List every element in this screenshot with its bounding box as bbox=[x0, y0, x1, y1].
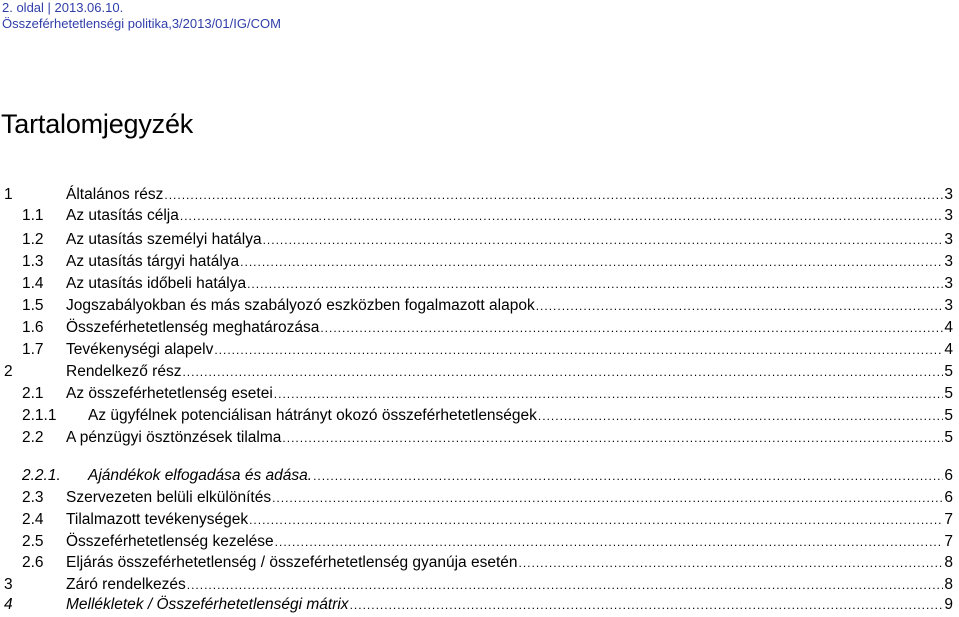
toc-entry[interactable] bbox=[0, 532, 959, 552]
toc-entry-page: 8 bbox=[944, 576, 953, 593]
toc-entry[interactable] bbox=[0, 296, 959, 316]
toc-entry-label: Az utasítás célja bbox=[66, 207, 179, 224]
toc-entry[interactable] bbox=[0, 428, 959, 448]
toc-leader-dots bbox=[263, 230, 944, 250]
toc-entry-page: 3 bbox=[944, 207, 953, 224]
toc-entry-number: 1.5 bbox=[22, 297, 44, 314]
toc-entry[interactable] bbox=[0, 466, 959, 486]
toc-entry[interactable] bbox=[0, 252, 959, 272]
toc-leader-dots bbox=[187, 575, 944, 595]
toc-leader-dots bbox=[180, 206, 944, 226]
toc-leader-dots bbox=[247, 274, 943, 294]
toc-entry-label: Jogszabályokban és más szabályozó eszközben fogalmazott alapok bbox=[66, 297, 535, 314]
toc-leader-dots bbox=[536, 296, 944, 316]
toc-entry-label: Záró rendelkezés bbox=[66, 576, 186, 593]
toc-entry-page: 5 bbox=[944, 363, 953, 380]
toc-entry-label: Ajándékok elfogadása és adása. bbox=[88, 467, 313, 484]
toc-entry-page: 8 bbox=[944, 554, 953, 571]
toc-entry[interactable] bbox=[0, 318, 959, 338]
toc-entry-label: Tilalmazott tevékenységek bbox=[66, 511, 249, 528]
toc-entry-number: 4 bbox=[4, 596, 13, 613]
toc-entry[interactable] bbox=[0, 230, 959, 250]
toc-leader-dots bbox=[164, 185, 943, 205]
toc-entry-number: 1.7 bbox=[22, 341, 44, 358]
toc-entry-label: Az utasítás tárgyi hatálya bbox=[66, 253, 240, 270]
toc-leader-dots bbox=[240, 252, 943, 272]
toc-entry-number: 1.1 bbox=[22, 207, 44, 224]
toc-entry-label: Mellékletek / Összeférhetetlenségi mátrix bbox=[66, 596, 349, 613]
toc-entry-page: 6 bbox=[944, 467, 953, 484]
toc-entry-page: 3 bbox=[944, 186, 953, 203]
toc-entry-number: 2.3 bbox=[22, 489, 44, 506]
toc-entry-number: 1.2 bbox=[22, 231, 44, 248]
toc-leader-dots bbox=[350, 595, 944, 615]
toc-entry-page: 7 bbox=[944, 533, 953, 550]
toc-leader-dots bbox=[182, 362, 943, 382]
toc-entry-label: Az utasítás időbeli hatálya bbox=[66, 275, 247, 292]
toc-entry-label: A pénzügyi ösztönzések tilalma bbox=[66, 429, 282, 446]
toc-entry[interactable] bbox=[0, 553, 959, 573]
toc-entry-label: Eljárás összeférhetetlenség / összeférhetetlenség gyanúja esetén bbox=[66, 554, 518, 571]
toc-entry-number: 1.6 bbox=[22, 319, 44, 336]
toc-entry-label: Az ügyfélnek potenciálisan hátrányt okozó összeférhetetlenségek bbox=[88, 407, 537, 424]
toc-entry-page: 5 bbox=[944, 407, 953, 424]
toc-leader-dots bbox=[249, 510, 943, 530]
toc-leader-dots bbox=[538, 406, 943, 426]
toc-entry-page: 3 bbox=[944, 231, 953, 248]
toc-entry[interactable] bbox=[0, 206, 959, 226]
toc-entry-number: 2.6 bbox=[22, 554, 44, 571]
toc-entry-label: Általános rész bbox=[66, 186, 164, 203]
toc-entry-page: 3 bbox=[944, 275, 953, 292]
toc-entry[interactable] bbox=[0, 340, 959, 360]
toc-entry-number: 3 bbox=[4, 576, 13, 593]
header-document-id: Összeférhetetlenségi politika,3/2013/01/IG/COM bbox=[2, 16, 281, 31]
toc-leader-dots bbox=[313, 466, 943, 486]
toc-leader-dots bbox=[214, 340, 943, 360]
toc-entry-page: 4 bbox=[944, 319, 953, 336]
toc-entry-number: 1.3 bbox=[22, 253, 44, 270]
toc-entry[interactable] bbox=[0, 575, 959, 595]
toc-entry-page: 5 bbox=[944, 429, 953, 446]
toc-entry-label: Tevékenységi alapelv bbox=[66, 341, 214, 358]
toc-entry[interactable] bbox=[0, 406, 959, 426]
toc-entry-label: Az összeférhetetlenség esetei bbox=[66, 385, 273, 402]
toc-entry-page: 7 bbox=[944, 511, 953, 528]
toc-entry[interactable] bbox=[0, 274, 959, 294]
toc-leader-dots bbox=[275, 532, 944, 552]
toc-entry[interactable] bbox=[0, 510, 959, 530]
toc-entry-label: Szervezeten belüli elkülönítés bbox=[66, 489, 272, 506]
toc-entry-number: 2.1.1 bbox=[22, 407, 57, 424]
toc-entry-label: Az utasítás személyi hatálya bbox=[66, 231, 262, 248]
toc-entry-number: 2.5 bbox=[22, 533, 44, 550]
toc-leader-dots bbox=[282, 428, 943, 448]
toc-entry-page: 9 bbox=[944, 596, 953, 613]
toc-entry-page: 6 bbox=[944, 489, 953, 506]
toc-entry[interactable] bbox=[0, 362, 959, 382]
toc-entry-number: 1.4 bbox=[22, 275, 44, 292]
toc-entry-label: Összeférhetetlenség meghatározása bbox=[66, 319, 320, 336]
toc-entry-page: 4 bbox=[944, 341, 953, 358]
toc-entry-page: 5 bbox=[944, 385, 953, 402]
toc-leader-dots bbox=[320, 318, 943, 338]
toc-heading: Tartalomjegyzék bbox=[1, 109, 194, 139]
toc-entry-number: 2.2 bbox=[22, 429, 44, 446]
toc-entry-label: Rendelkező rész bbox=[66, 363, 182, 380]
toc-entry[interactable] bbox=[0, 488, 959, 508]
header-page-date: 2. oldal | 2013.06.10. bbox=[2, 0, 124, 15]
toc-entry[interactable] bbox=[0, 384, 959, 404]
toc-entry-label: Összeférhetetlenség kezelése bbox=[66, 533, 274, 550]
toc-entry[interactable] bbox=[0, 595, 959, 615]
toc-leader-dots bbox=[519, 553, 944, 573]
toc-entry-number: 2.1 bbox=[22, 385, 44, 402]
toc-leader-dots bbox=[272, 488, 943, 508]
toc-entry-number: 2.4 bbox=[22, 511, 44, 528]
toc-entry-page: 3 bbox=[944, 253, 953, 270]
toc-entry-page: 3 bbox=[944, 297, 953, 314]
toc-entry-number: 2.2.1. bbox=[22, 467, 61, 484]
toc-entry-number: 1 bbox=[4, 186, 13, 203]
toc-entry[interactable] bbox=[0, 185, 959, 205]
toc-entry-number: 2 bbox=[4, 363, 13, 380]
toc-leader-dots bbox=[274, 384, 944, 404]
